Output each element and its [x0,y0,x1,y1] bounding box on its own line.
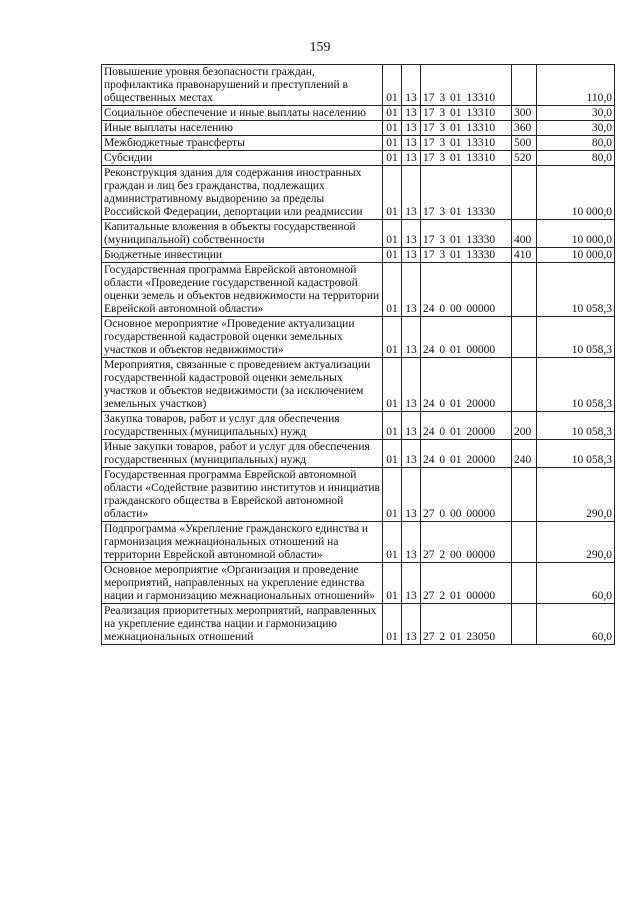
row-section-code: 01 [383,563,402,604]
table-row [102,440,615,468]
row-amount: 290,0 [537,522,615,563]
row-section-code: 01 [383,106,402,121]
row-name-cell [102,151,383,166]
row-expense-type [512,468,537,522]
table-row [102,412,615,440]
row-subsection-code: 13 [402,263,421,317]
row-expense-type [512,358,537,412]
row-target-article: 27 2 01 00000 [421,563,512,604]
row-expense-type: 520 [512,151,537,166]
row-expense-type: 200 [512,412,537,440]
row-name-cell [102,121,383,136]
table-row [102,106,615,121]
row-expense-type: 360 [512,121,537,136]
row-target-article: 24 0 01 00000 [421,317,512,358]
table-row [102,136,615,151]
row-target-article: 17 3 01 13330 [421,166,512,220]
row-section-code: 01 [383,468,402,522]
row-target-article: 24 0 01 20000 [421,440,512,468]
row-name: Повышение уровня безопасности граждан, профилактика правонарушений и преступлений в общественных местах [104,66,348,104]
row-target-article: 27 2 00 00000 [421,522,512,563]
row-name: Бюджетные инвестиции [104,249,223,261]
row-subsection-code: 13 [402,65,421,106]
table-row [102,522,615,563]
row-name-cell [102,248,383,263]
row-expense-type: 500 [512,136,537,151]
page-number: 159 [309,40,331,55]
row-section-code: 01 [383,151,402,166]
row-amount: 80,0 [537,151,615,166]
row-section-code: 01 [383,358,402,412]
row-name: Реконструкция здания для содержания иностранных граждан и лиц без гражданства, подлежащих административному выдворению за пределы Российской Федерации, депортации или реадмиссии [104,167,363,218]
row-expense-type [512,522,537,563]
row-subsection-code: 13 [402,358,421,412]
row-amount: 290,0 [537,468,615,522]
row-expense-type: 300 [512,106,537,121]
row-section-code: 01 [383,522,402,563]
row-section-code: 01 [383,65,402,106]
row-name-cell [102,358,383,412]
row-subsection-code: 13 [402,136,421,151]
row-target-article: 27 2 01 23050 [421,604,512,645]
row-subsection-code: 13 [402,468,421,522]
table-row [102,317,615,358]
row-name: Основное мероприятие «Организация и проведение мероприятий, направленных на укрепление единства нации и гармонизацию межнациональных отношений» [104,564,375,602]
row-expense-type [512,317,537,358]
row-name: Иные выплаты населению [104,122,233,134]
row-target-article: 17 3 01 13310 [421,136,512,151]
row-subsection-code: 13 [402,522,421,563]
row-section-code: 01 [383,136,402,151]
table-row [102,248,615,263]
row-name: Реализация приоритетных мероприятий, направленных на укрепление единства нации и гармонизацию межнациональных отношений [104,605,377,643]
row-name-cell [102,440,383,468]
row-amount: 10 058,3 [537,263,615,317]
row-target-article: 17 3 01 13310 [421,106,512,121]
row-name: Межбюджетные трансферты [104,137,245,149]
row-section-code: 01 [383,440,402,468]
budget-table [101,64,615,645]
row-name-cell [102,604,383,645]
row-section-code: 01 [383,604,402,645]
row-subsection-code: 13 [402,248,421,263]
row-name-cell [102,563,383,604]
row-target-article: 17 3 01 13310 [421,151,512,166]
row-target-article: 17 3 01 13310 [421,121,512,136]
row-name-cell [102,412,383,440]
row-subsection-code: 13 [402,563,421,604]
table-row [102,563,615,604]
table-row [102,65,615,106]
row-subsection-code: 13 [402,440,421,468]
row-subsection-code: 13 [402,604,421,645]
row-amount: 10 058,3 [537,317,615,358]
row-target-article: 24 0 01 20000 [421,412,512,440]
row-target-article: 17 3 01 13330 [421,248,512,263]
table-row [102,358,615,412]
row-expense-type [512,563,537,604]
row-name: Мероприятия, связанные с проведением актуализации государственной кадастровой оценки земельных участков и объектов недвижимости (за исключением земельных участков) [104,359,371,410]
row-name: Иные закупки товаров, работ и услуг для обеспечения государственных (муниципальных) нужд [104,441,370,466]
row-amount: 10 000,0 [537,248,615,263]
row-section-code: 01 [383,248,402,263]
row-subsection-code: 13 [402,166,421,220]
row-name-cell [102,522,383,563]
row-name: Основное мероприятие «Проведение актуализации государственной кадастровой оценки земельных участков и объектов недвижимости» [104,318,355,356]
row-expense-type [512,65,537,106]
row-target-article: 24 0 01 20000 [421,358,512,412]
row-target-article: 24 0 00 00000 [421,263,512,317]
row-name: Субсидии [104,152,153,164]
row-amount: 80,0 [537,136,615,151]
row-expense-type: 240 [512,440,537,468]
table-row [102,220,615,248]
table-row [102,121,615,136]
row-amount: 10 000,0 [537,166,615,220]
row-target-article: 17 3 01 13330 [421,220,512,248]
row-section-code: 01 [383,412,402,440]
row-name-cell [102,65,383,106]
table-row [102,151,615,166]
row-name: Социальное обеспечение и иные выплаты населению [104,107,366,119]
row-amount: 30,0 [537,121,615,136]
row-amount: 10 058,3 [537,440,615,468]
row-amount: 110,0 [537,65,615,106]
row-amount: 60,0 [537,604,615,645]
row-name-cell [102,317,383,358]
row-subsection-code: 13 [402,317,421,358]
row-name-cell [102,220,383,248]
row-subsection-code: 13 [402,220,421,248]
row-expense-type: 410 [512,248,537,263]
row-amount: 10 000,0 [537,220,615,248]
table-row [102,263,615,317]
row-section-code: 01 [383,220,402,248]
row-amount: 10 058,3 [537,358,615,412]
row-target-article: 27 0 00 00000 [421,468,512,522]
table-row [102,166,615,220]
row-subsection-code: 13 [402,121,421,136]
row-expense-type [512,263,537,317]
row-name: Государственная программа Еврейской автономной области «Содействие развитию институтов и инициатив гражданского общества в Еврейской автономной области» [104,469,380,520]
row-section-code: 01 [383,263,402,317]
row-name-cell [102,136,383,151]
row-amount: 30,0 [537,106,615,121]
row-name: Государственная программа Еврейской автономной области «Проведение государственной кадастровой оценки земель и объектов недвижимости на территории Еврейской автономной области» [104,264,380,315]
row-name-cell [102,106,383,121]
row-subsection-code: 13 [402,412,421,440]
row-expense-type: 400 [512,220,537,248]
row-name: Закупка товаров, работ и услуг для обеспечения государственных (муниципальных) нужд [104,413,340,438]
row-name-cell [102,263,383,317]
row-expense-type [512,604,537,645]
table-row [102,604,615,645]
row-amount: 60,0 [537,563,615,604]
row-section-code: 01 [383,317,402,358]
row-expense-type [512,166,537,220]
row-name: Капитальные вложения в объекты государственной (муниципальной) собственности [104,221,356,246]
row-section-code: 01 [383,121,402,136]
row-amount: 10 058,3 [537,412,615,440]
budget-table-body [102,65,615,645]
row-name-cell [102,468,383,522]
table-row [102,468,615,522]
row-name-cell [102,166,383,220]
row-subsection-code: 13 [402,106,421,121]
row-subsection-code: 13 [402,151,421,166]
row-target-article: 17 3 01 13310 [421,65,512,106]
row-section-code: 01 [383,166,402,220]
row-name: Подпрограмма «Укрепление гражданского единства и гармонизация межнациональных отношений на территории Еврейской автономной области» [104,523,369,561]
